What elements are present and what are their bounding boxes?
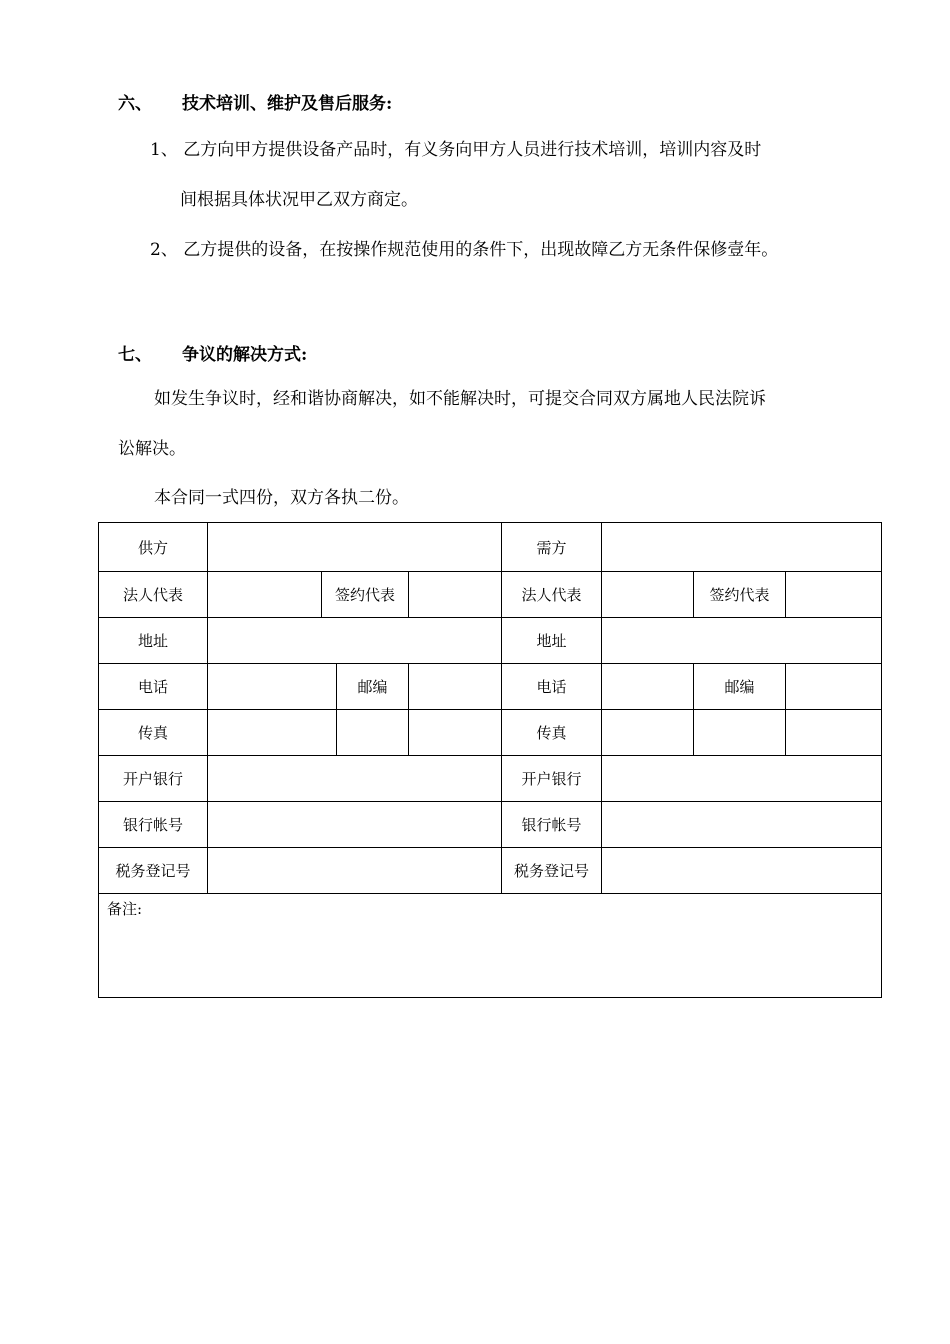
table-row-address (99, 618, 882, 664)
supplier-postcode-label: 邮编 (337, 664, 409, 710)
supplier-fax-extra-2[interactable] (409, 710, 502, 756)
supplier-phone-label: 电话 (99, 664, 208, 710)
table-row-phone (99, 664, 882, 710)
section-7-number: 七、 (118, 345, 152, 365)
section-6-title: 技术培训、维护及售后服务: (182, 94, 393, 114)
buyer-postcode-value[interactable] (786, 664, 882, 710)
table-row-party (99, 523, 882, 572)
supplier-address-label: 地址 (99, 618, 208, 664)
buyer-tax-id-label: 税务登记号 (502, 848, 602, 894)
buyer-label: 需方 (502, 523, 602, 572)
supplier-tax-id-value[interactable] (208, 848, 502, 894)
buyer-phone-value[interactable] (602, 664, 694, 710)
remarks-label: 备注: (107, 900, 143, 918)
table-row-bank (99, 756, 882, 802)
supplier-label: 供方 (99, 523, 208, 572)
copies-statement: 本合同一式四份，双方各执二份。 (154, 488, 409, 508)
supplier-fax-extra-1[interactable] (337, 710, 409, 756)
supplier-fax-value[interactable] (208, 710, 337, 756)
section-6-heading (118, 89, 392, 114)
supplier-phone-value[interactable] (208, 664, 337, 710)
supplier-legal-rep-value[interactable] (208, 572, 322, 618)
section-7-heading (118, 340, 307, 365)
table-row-fax (99, 710, 882, 756)
party-info-table (98, 522, 882, 998)
supplier-signing-rep-value[interactable] (409, 572, 502, 618)
supplier-tax-id-label: 税务登记号 (99, 848, 208, 894)
buyer-bank-value[interactable] (602, 756, 882, 802)
remarks-cell[interactable] (99, 894, 882, 998)
buyer-signing-rep-label: 签约代表 (694, 572, 786, 618)
supplier-bank-value[interactable] (208, 756, 502, 802)
buyer-value[interactable] (602, 523, 882, 572)
section-7-body-line-2: 讼解决。 (118, 439, 186, 459)
section-7-title: 争议的解决方式: (182, 345, 308, 365)
buyer-legal-rep-value[interactable] (602, 572, 694, 618)
supplier-fax-label: 传真 (99, 710, 208, 756)
buyer-fax-extra-1[interactable] (694, 710, 786, 756)
table-row-account (99, 802, 882, 848)
buyer-bank-label: 开户银行 (502, 756, 602, 802)
supplier-address-value[interactable] (208, 618, 502, 664)
buyer-fax-extra-2[interactable] (786, 710, 882, 756)
buyer-address-label: 地址 (502, 618, 602, 664)
supplier-value[interactable] (208, 523, 502, 572)
supplier-account-value[interactable] (208, 802, 502, 848)
section-6-item-1-line-1: 1、 乙方向甲方提供设备产品时，有义务向甲方人员进行技术培训，培训内容及时 (150, 140, 762, 160)
supplier-account-label: 银行帐号 (99, 802, 208, 848)
section-7-body-line-1: 如发生争议时，经和谐协商解决，如不能解决时，可提交合同双方属地人民法院诉 (154, 389, 766, 409)
supplier-legal-rep-label: 法人代表 (99, 572, 208, 618)
section-6-number: 六、 (118, 94, 152, 114)
table-row-tax-id (99, 848, 882, 894)
supplier-postcode-value[interactable] (409, 664, 502, 710)
table-row-remarks (99, 894, 882, 998)
buyer-signing-rep-value[interactable] (786, 572, 882, 618)
section-6-item-2: 2、 乙方提供的设备，在按操作规范使用的条件下，出现故障乙方无条件保修壹年。 (150, 240, 779, 260)
table-row-representatives (99, 572, 882, 618)
buyer-fax-value[interactable] (602, 710, 694, 756)
supplier-signing-rep-label: 签约代表 (322, 572, 409, 618)
buyer-fax-label: 传真 (502, 710, 602, 756)
buyer-account-label: 银行帐号 (502, 802, 602, 848)
section-6-item-1-line-2: 间根据具体状况甲乙双方商定。 (180, 190, 418, 210)
buyer-phone-label: 电话 (502, 664, 602, 710)
buyer-tax-id-value[interactable] (602, 848, 882, 894)
buyer-postcode-label: 邮编 (694, 664, 786, 710)
buyer-address-value[interactable] (602, 618, 882, 664)
supplier-bank-label: 开户银行 (99, 756, 208, 802)
buyer-account-value[interactable] (602, 802, 882, 848)
buyer-legal-rep-label: 法人代表 (502, 572, 602, 618)
